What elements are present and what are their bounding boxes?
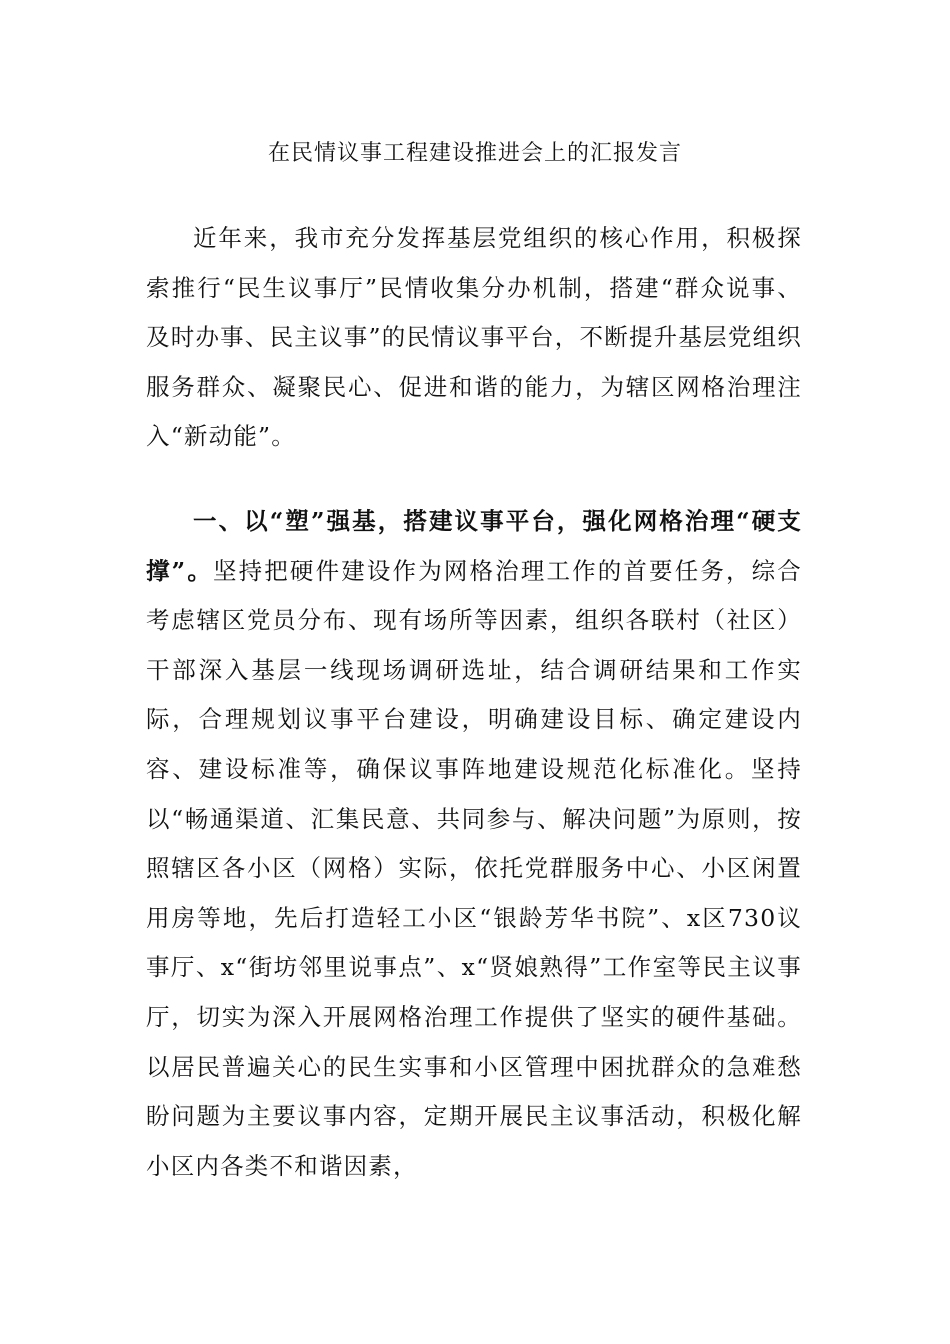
document-title: 在民情议事工程建设推进会上的汇报发言 — [267, 141, 682, 166]
intro-paragraph: 近年来，我市充分发挥基层党组织的核心作用，积极探索推行“民生议事厅”民情收集分办机制，搭建“群众说事、及时办事、民主议事”的民情议事平台，不断提升基层党组织服务群众、凝聚民心、促进和谐的能力，为辖区网格治理注入“新动能”。 — [146, 224, 802, 451]
section-1-heading: 一、以“塑”强基，搭建议事平台，强化网格治理“硬支撑”。 — [146, 507, 802, 585]
section-1-paragraph — [146, 497, 802, 1191]
section-1-body: 坚持把硬件建设作为网格治理工作的首要任务，综合考虑辖区党员分布、现有场所等因素，组织各联村（社区）干部深入基层一线现场调研选址，结合调研结果和工作实际，合理规划议事平台建设，明确建设目标、确定建设内容、建设标准等，确保议事阵地建设规范化标准化。坚持以“畅通渠道、汇集民意、共同参与、解决问题”为原则，按照辖区各小区（网格）实际，依托党群服务中心、小区闲置用房等地，先后打造轻工小区“银龄芳华书院”、x区730议事厅、x“街坊邻里说事点”、x“贤娘熟得”工作室等民主议事厅，切实为深入开展网格治理工作提供了坚实的硬件基础。以居民普遍关心的民生实事和小区管理中困扰群众的急难愁盼问题为主要议事内容，定期开展民主议事活动，积极化解小区内各类不和谐因素， — [146, 556, 802, 1180]
